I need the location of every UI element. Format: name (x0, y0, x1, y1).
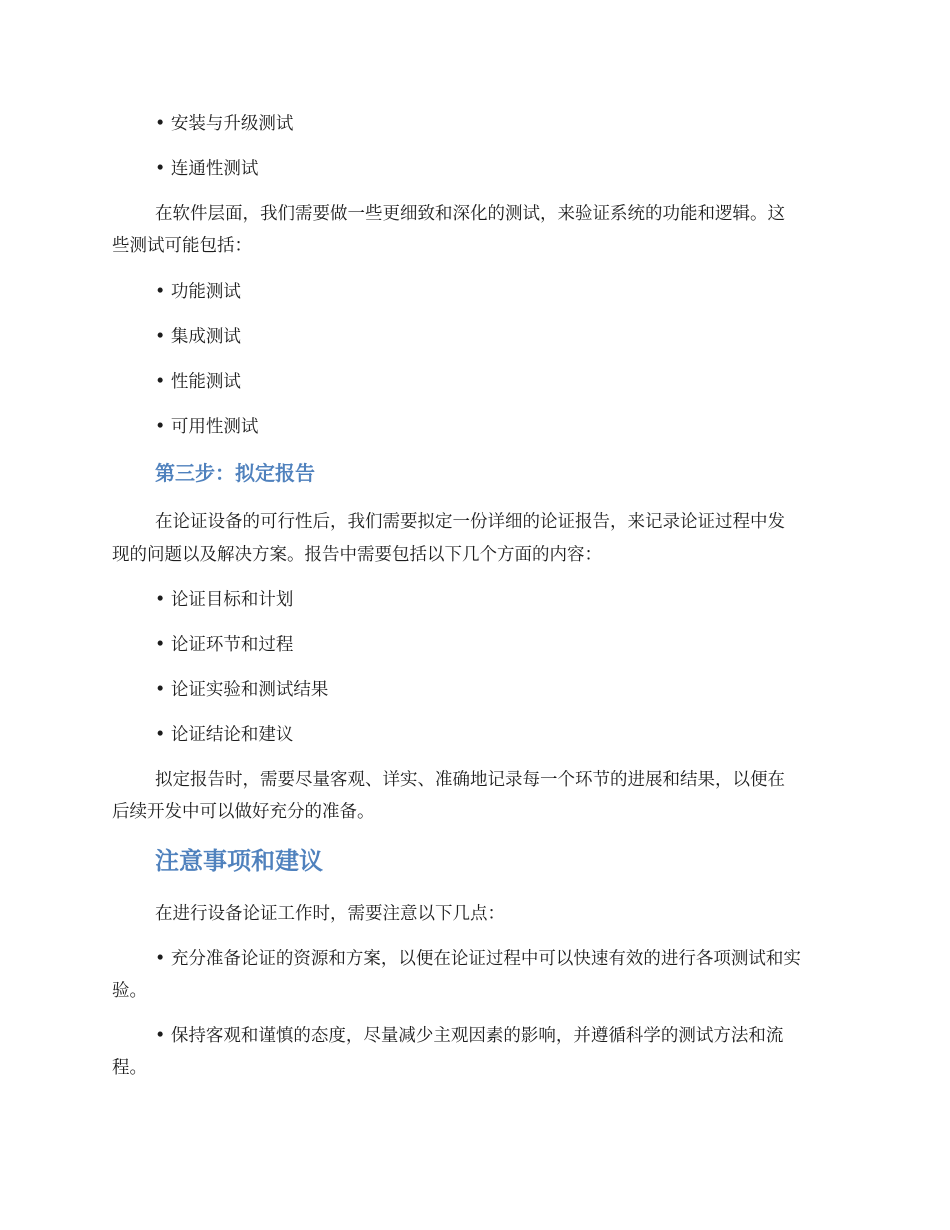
paragraph-line: 验。 (112, 981, 147, 1001)
list-item-text: 集成测试 (170, 327, 241, 347)
list-item-text: 论证环节和过程 (170, 635, 294, 655)
bullet: • (155, 159, 166, 179)
list-item-text: 安装与升级测试 (170, 114, 294, 134)
list-item (155, 723, 293, 747)
list-item (155, 157, 258, 181)
bullet: • (155, 680, 166, 700)
paragraph-line: 在软件层面，我们需要做一些更细致和深化的测试，来验证系统的功能和逻辑。这 (155, 204, 785, 224)
list-item (155, 415, 258, 439)
list-item-text: 可用性测试 (170, 417, 259, 437)
bullet: • (155, 327, 166, 347)
bullet: • (155, 114, 166, 134)
bullet: • (155, 1026, 166, 1046)
paragraph-line: 在进行设备论证工作时，需要注意以下几点： (155, 904, 505, 924)
list-item-text: 连通性测试 (170, 159, 259, 179)
paragraph-line: 后续开发中可以做好充分的准备。 (112, 802, 375, 822)
list-item (155, 325, 241, 349)
paragraph-line: 拟定报告时，需要尽量客观、详实、准确地记录每一个环节的进展和结果，以便在 (155, 770, 785, 790)
list-item (155, 588, 293, 612)
list-item-text: 性能测试 (170, 372, 241, 392)
list-item (155, 112, 293, 136)
bullet: • (155, 635, 166, 655)
section-heading: 第三步：拟定报告 (155, 461, 315, 485)
paragraph-line: 在论证设备的可行性后，我们需要拟定一份详细的论证报告，来记录论证过程中发 (155, 512, 785, 532)
bullet: • (155, 372, 166, 392)
list-item (155, 370, 241, 394)
paragraph-line: 现的问题以及解决方案。报告中需要包括以下几个方面的内容： (112, 545, 602, 565)
list-item-text: 保持客观和谨慎的态度，尽量减少主观因素的影响，并遵循科学的测试方法和流 (170, 1026, 784, 1046)
paragraph-line: 些测试可能包括： (112, 236, 252, 256)
paragraph-line: 程。 (112, 1058, 147, 1078)
bullet: • (155, 725, 166, 745)
list-item (155, 1024, 783, 1048)
bullet: • (155, 282, 166, 302)
list-item-text: 充分准备论证的资源和方案，以便在论证过程中可以快速有效的进行各项测试和实 (170, 949, 801, 969)
list-item (155, 633, 293, 657)
bullet: • (155, 417, 166, 437)
list-item-text: 论证目标和计划 (170, 590, 294, 610)
list-item (155, 678, 328, 702)
list-item (155, 280, 241, 304)
bullet: • (155, 949, 166, 969)
list-item-text: 功能测试 (170, 282, 241, 302)
list-item-text: 论证实验和测试结果 (170, 680, 329, 700)
bullet: • (155, 590, 166, 610)
section-heading: 注意事项和建议 (155, 847, 323, 875)
list-item (155, 947, 801, 971)
list-item-text: 论证结论和建议 (170, 725, 294, 745)
